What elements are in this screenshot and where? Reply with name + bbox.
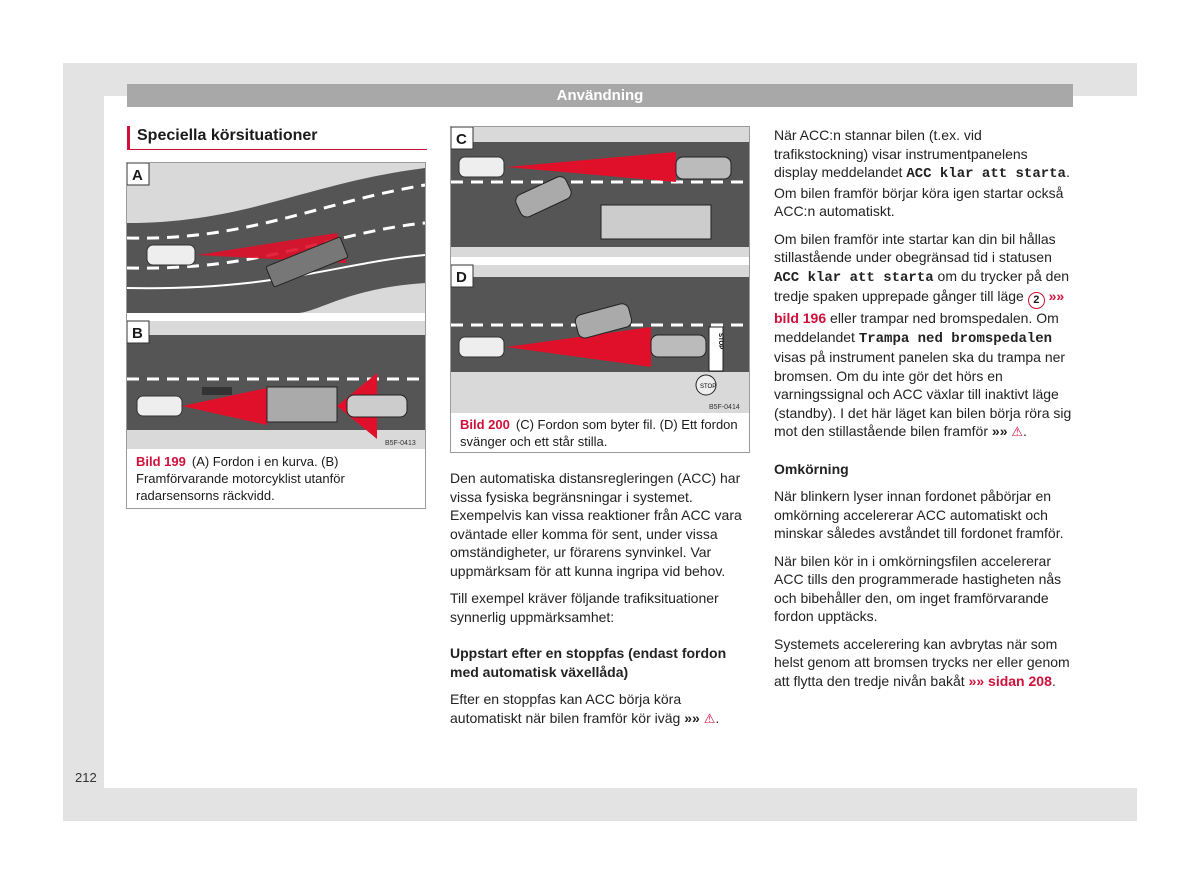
arrows-icon: » bbox=[991, 423, 1000, 439]
figure-200-caption bbox=[460, 416, 742, 450]
figure-200-illustration bbox=[451, 127, 749, 413]
caption-label: Bild 200 bbox=[460, 417, 510, 432]
paragraph bbox=[774, 126, 1072, 221]
paragraph-text: Efter en stoppfas kan ACC börja köra automatiskt när bilen framför kör iväg bbox=[450, 691, 682, 726]
warning-icon: ⚠ bbox=[703, 710, 716, 726]
display-message: Trampa ned bromspedalen bbox=[858, 330, 1053, 347]
figure-199 bbox=[126, 162, 426, 509]
paragraph: Om bilen framför inte startar kan din bil hållas stillastående under obegränsad tid i statusen ACC klar att starta om du trycker på den tredje spaken upprepade gånger till läge 2 »» bild 196 eller trampar ned bromspedalen. Om meddelandet Trampa ned bromspedalen visas på instrument panelen ska du trampa ner bromsen. Om du inte gör det hörs en varningssignal och ACC växlar till inaktivt läge (standby). I det här läget kan bilen börja röra sig mot den stillastående bilen framför »» ⚠. bbox=[774, 230, 1072, 439]
figure-label-a: A bbox=[132, 167, 143, 184]
caption-text: (A) Fordon i en kurva. (B) Framförvarande motorcyklist utanför radarsensorns räckvidd. bbox=[136, 454, 345, 503]
warning-icon: ⚠ bbox=[1011, 424, 1024, 439]
arrows-icon: » bbox=[684, 709, 693, 726]
stop-sign-label: STOP bbox=[717, 333, 723, 350]
paragraph-text: Om bilen framför inte startar kan din bil hållas stillastående under obegränsad tid i statusen bbox=[774, 230, 1056, 265]
paragraph-text: visas på instrument panelen ska du trampa ner bromsen. Om du inte gör det hörs en varningssignal och ACC växlar till inaktivt läge (standby). I det här läget kan bilen börja röra sig mot den stillastående bilen framför bbox=[774, 349, 1072, 439]
figure-reference-link[interactable]: »» bild 196 bbox=[774, 288, 1065, 326]
paragraph-text: . bbox=[1051, 672, 1056, 689]
middle-column bbox=[450, 469, 748, 737]
figure-code: B5F-0414 bbox=[709, 404, 740, 411]
lever-position-badge: 2 bbox=[1028, 292, 1045, 309]
paragraph bbox=[774, 635, 1072, 691]
subheading: Uppstart efter en stoppfas (endast fordon med automatisk växellåda) bbox=[450, 645, 727, 680]
figure-199-caption bbox=[136, 453, 418, 504]
paragraph-text: eller trampar ned bromspedalen. Om meddelandet bbox=[774, 310, 1059, 345]
stop-sign-text: STOP bbox=[700, 384, 717, 390]
figure-code: B5F-0413 bbox=[385, 440, 416, 447]
paragraph-text: . Om bilen framför börjar köra igen startar också ACC:n automatiskt. bbox=[774, 164, 1070, 219]
section-title: Speciella körsituationer bbox=[127, 126, 427, 150]
right-column bbox=[774, 126, 1072, 699]
paragraph-text: om du trycker på den tredje spaken upprepade gånger till läge bbox=[774, 267, 1070, 304]
paragraph-text: När ACC:n stannar bilen (t.ex. vid trafikstockning) visar instrumentpanelens display meddelandet bbox=[774, 127, 1028, 180]
paragraph: Efter en stoppfas kan ACC börja köra automatiskt när bilen framför kör iväg »» ⚠. bbox=[450, 691, 720, 726]
arrows-icon: » bbox=[692, 709, 700, 726]
chapter-header: Användning bbox=[127, 84, 1073, 107]
subheading: Omkörning bbox=[774, 460, 849, 477]
figure-label-c: C bbox=[456, 131, 467, 148]
caption-text: (C) Fordon som byter fil. (D) Ett fordon svänger och ett står stilla. bbox=[460, 417, 738, 449]
caption-label: Bild 199 bbox=[136, 454, 186, 469]
paragraph: Till exempel kräver följande trafiksituationer synnerlig uppmärksamhet: bbox=[450, 590, 719, 625]
figure-label-d: D bbox=[456, 269, 467, 286]
arrows-icon: » bbox=[999, 423, 1008, 439]
page-reference-link[interactable]: »» sidan 208 bbox=[968, 672, 1052, 689]
display-message: ACC klar att starta bbox=[774, 269, 934, 286]
paragraph: Den automatiska distansregleringen (ACC) har vissa fysiska begränsningar i systemet. Exempelvis kan vissa reaktioner från ACC vara oväntade eller komma för sent, under vissa omständigheter, ur förarens synvinkel. Var uppmärksam för att kunna ingripa vid behov. bbox=[450, 470, 742, 579]
display-message: ACC klar att starta bbox=[906, 166, 1066, 182]
page-number: 212 bbox=[75, 770, 97, 785]
paragraph-text: Systemets accelerering kan avbrytas när som helst genom att bromsen trycks ner eller genom att flytta den tredje nivån bakåt bbox=[774, 635, 1070, 689]
figure-200 bbox=[450, 126, 750, 453]
paragraph: När bilen kör in i omkörningsfilen accelererar ACC tills den programmerade hastigheten nås och bibehåller den, om inget framförvarande fordon upptäcks. bbox=[774, 552, 1062, 624]
paragraph: När blinkern lyser innan fordonet påbörjar en omkörning accelererar ACC automatiskt och minskar således avståndet till fordonet framför. bbox=[774, 488, 1064, 541]
figure-label-b: B bbox=[132, 325, 143, 342]
figure-199-illustration bbox=[127, 163, 425, 449]
